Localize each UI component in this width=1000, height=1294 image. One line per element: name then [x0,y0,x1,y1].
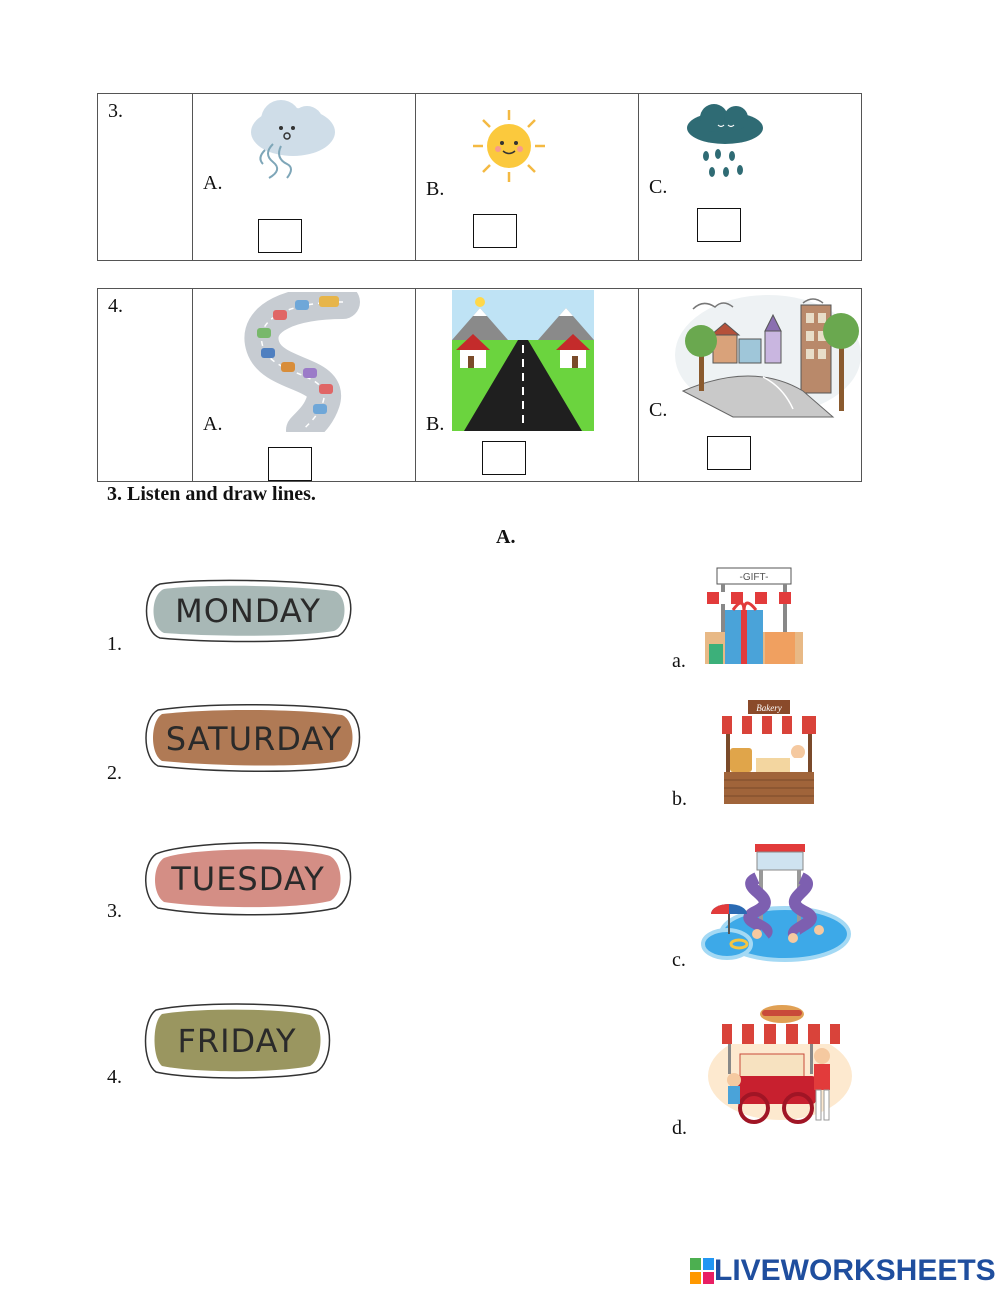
traffic-jam-road-image [233,292,361,432]
option-c-cell [639,289,862,482]
question-4-table [97,288,862,482]
sun-icon [471,108,547,184]
option-a-cell [193,94,416,261]
option-a-cell [193,289,416,482]
question-number-cell [98,94,193,261]
item-letter: c. [672,949,686,971]
gift-sign: -GIFT- [739,572,769,583]
option-b-label: B. [426,178,445,200]
day-badge-monday[interactable] [142,576,354,646]
item-number: 2. [107,762,122,784]
bakery-sign: Bakery [756,703,782,713]
hot-dog-cart-icon[interactable] [704,996,856,1132]
logo-text: LIVEWORKSHEETS [714,1254,996,1287]
option-b-label: B. [426,413,445,435]
item-number: 3. [107,900,122,922]
day-label: MONDAY [175,592,321,630]
section-heading: 3. Listen and draw lines. [107,483,316,505]
town-street-image [673,291,863,419]
option-c-cell [639,94,862,261]
day-badge-saturday[interactable] [142,700,364,776]
question-number: 3. [108,100,123,122]
option-c-label: C. [649,399,668,421]
question-number-cell [98,289,193,482]
answer-box-a[interactable] [268,447,312,481]
day-label: SATURDAY [165,720,343,758]
item-letter: b. [672,788,687,810]
option-a-label: A. [203,172,223,194]
day-label: FRIDAY [177,1022,297,1060]
option-b-cell [416,94,639,261]
part-label: A. [496,526,516,548]
rain-cloud-icon [684,100,766,190]
option-c-label: C. [649,176,668,198]
item-letter: d. [672,1117,687,1139]
logo-icon [690,1258,714,1284]
answer-box-b[interactable] [482,441,526,475]
item-number: 1. [107,633,122,655]
option-a-label: A. [203,413,223,435]
answer-box-c[interactable] [697,208,741,242]
gift-shop-icon[interactable] [703,566,805,666]
question-3-table [97,93,862,261]
liveworksheets-logo [690,1255,996,1287]
answer-box-a[interactable] [258,219,302,253]
option-b-cell [416,289,639,482]
windy-cloud-icon [243,94,343,186]
item-number: 4. [107,1066,122,1088]
day-badge-friday[interactable] [142,1000,332,1082]
answer-box-b[interactable] [473,214,517,248]
item-letter: a. [672,650,686,672]
country-road-image [452,290,594,431]
day-badge-tuesday[interactable] [142,838,354,918]
water-park-icon[interactable] [695,838,853,964]
day-label: TUESDAY [171,860,325,898]
question-number: 4. [108,295,123,317]
answer-box-c[interactable] [707,436,751,470]
bakery-stall-icon[interactable] [720,700,818,806]
